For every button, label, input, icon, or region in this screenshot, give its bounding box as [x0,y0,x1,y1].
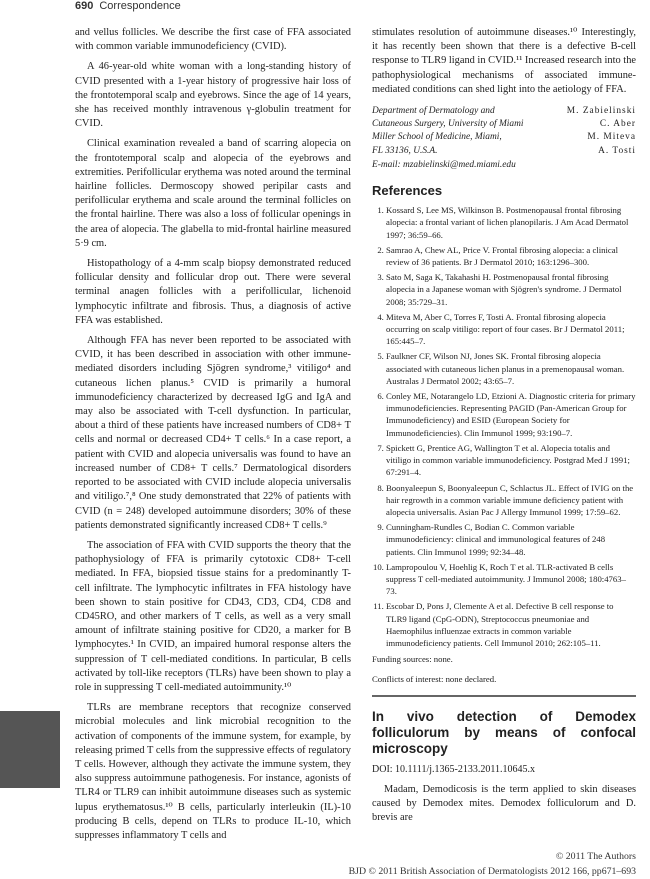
paragraph: Madam, Demodicosis is the term applied to skin diseases caused by Demodex mites. Demodex folliculorum and D. brevis are [372,783,636,824]
next-article-title: In vivo detection of Demodex folliculorum by means of confocal microscopy [372,708,636,756]
section-name: Correspondence [99,0,181,12]
reference-list [372,204,636,649]
reference-item: 9. Cunningham-Rundles C, Bodian C. Common variable immunodeficiency: clinical and immunological features of 248 patients. Clin Immunol 1999; 92:34–48. [386,521,636,558]
left-column [75,26,351,849]
paragraph: TLRs are membrane receptors that recognize conserved microbial molecules and link microbial recognition to the activation of components of the immune system, for example, by releasing primed T cells from the suppressive effects of regulatory T cells. However, although they activate the immune system, they also suppress autoimmune pathogenesis. For instance, agonists of TLR4 or TLR9 can inhibit autoimmune diseases such as systemic lupus erythematosus.¹⁰ B cells, particularly interleukin (IL)-10 producing B cells, depend on TLRs to produce IL-10, which suppresses inflammatory T cells and [75,702,351,841]
journal-footer: BJD © 2011 British Association of Dermatologists 2012 166, pp671–693 [348,866,636,877]
funding-note: Funding sources: none. [372,654,453,665]
reference-item: 11. Escobar D, Pons J, Clemente A et al. Defective B cell response to TLR9 ligand (CpG-ODN), Streptococcus pneumoniae and Haemophilus influenzae extracts in common variable immunodeficiency patients. Cell Immunol 2010; 262:105–11. [386,600,636,649]
reference-item: 2. Samrao A, Chew AL, Price V. Frontal fibrosing alopecia: a clinical review of 36 patients. Br J Dermatol 2010; 163:1296–300. [386,244,636,268]
affiliation-line: Miller School of Medicine, Miami, [372,132,502,143]
author-email[interactable]: E-mail: mzabielinski@med.miami.edu [372,159,516,170]
author-name: C. Aber [599,119,636,130]
reference-item: 3. Sato M, Saga K, Takahashi H. Postmenopausal frontal fibrosing alopecia in a Japanese woman with Sjögren's syndrome. J Dermatol 2008; 35:729–31. [386,271,636,308]
author-name: M. Zabielinski [566,106,636,117]
paragraph: and vellus follicles. We describe the first case of FFA associated with common variable immunodeficiency (CVID). [75,27,351,53]
reference-item: 5. Faulkner CF, Wilson NJ, Jones SK. Frontal fibrosing alopecia associated with cutaneous lichen planus in a premenopausal woman. Australas J Dermatol 2002; 43:65–7. [386,350,636,387]
author-affiliation [372,105,636,158]
doi[interactable]: DOI: 10.1111/j.1365-2133.2011.10645.x [372,763,535,775]
running-header [75,0,181,12]
paragraph: Histopathology of a 4-mm scalp biopsy demonstrated reduced follicular density and follicular drop out. There were several terminal anagen follicles with a perifollicular, lichenoid lymphocytic infiltrate and fibrosis. Thus, a diagnosis of active FFA was established. [75,258,351,326]
paragraph: Clinical examination revealed a band of scarring alopecia on the frontotemporal scalp and alopecia of the eyebrows and extremities. Perifollicular erythema was noted around the terminal hairline follicles. Dermoscopy showed peripilar casts and perifollicular erythema and scale around the terminal follicles on the frontal hairline. There was also a loss of follicular openings in the area of alopecia. The glabella to mid-frontal hairline measured 5·9 cm. [75,138,351,249]
affiliation-line: Cutaneous Surgery, University of Miami [372,119,524,130]
affiliation-line: Department of Dermatology and [372,106,495,117]
paragraph: A 46-year-old white woman with a long-standing history of CVID presented with a 1-year history of progressive hair loss of the frontotemporal scalp and eyebrows. Since the age of 14 years, she has received monthly intravenous γ-globulin treatment for CVID. [75,61,351,130]
right-column [372,26,636,831]
reference-item: 8. Boonyaleepun S, Boonyaleepun C, Schlactus JL. Effect of IVIG on the hair regrowth in a common variable immune deficiency patient with alopecia universalis. Asian Pac J Allergy Immunol 1999; 17:59–62. [386,482,636,519]
page-number: 690 [75,0,94,12]
reference-item: 4. Miteva M, Aber C, Torres F, Tosti A. Frontal fibrosing alopecia occurring on scalp vitiligo: report of four cases. Br J Dermatol 2011; 165:445–7. [386,311,636,348]
paragraph: The association of FFA with CVID supports the theory that the pathophysiology of FFA is primarily cytotoxic CD8+ T-cell mediated. In FFA, biopsied tissue stains for a predominantly T-cell infiltrate. The lymphocytic infiltrates in FFA histology have been shown to stain positive for CD43, CD3, CD4, CD8 and CD45RO, and other markers of T cells, as well as a very small amount of infiltrate staining positive for CD20, a marker for B lymphocytes.¹ In CVID, an impaired humoral response alters the suppression of T cell-mediated conditions. In particular, B cells activated by toll-like receptors (TLRs) have been shown to play a role in suppressing T cell-mediated autoimmunity.¹⁰ [75,539,351,693]
reference-item: 1. Kossard S, Lee MS, Wilkinson B. Postmenopausal frontal fibrosing alopecia: a frontal variant of lichen planopilaris. J Am Acad Dermatol 1997; 36:59–66. [386,204,636,241]
reference-item: 10. Lampropoulou V, Hoehlig K, Roch T et al. TLR-activated B cells suppress T cell-mediated autoimmunity. J Immunol 2008; 180:4763–73. [386,561,636,598]
reference-item: 7. Spickett G, Prentice AG, Wallington T et al. Alopecia totalis and vitiligo in common variable immunodeficiency. Postgrad Med J 1991; 67:291–4. [386,442,636,479]
article-divider [372,695,636,697]
references-heading: References [372,183,443,199]
conflicts-note: Conflicts of interest: none declared. [372,674,497,685]
affiliation-line: FL 33136, U.S.A. [372,145,438,156]
edge-tab [0,711,60,788]
author-name: A. Tosti [598,145,636,156]
paragraph: Although FFA has never been reported to be associated with CVID, it has been described in association with other immune-mediated disorders including Sjögren syndrome,³ vitiligo⁴ and cutaneous lichen planus.⁵ CVID is primarily a humoral immunodeficiency characterized by decreased IgG and IgA and may also be associated with T-cell dysfunction. In particular, about a third of these patients have increased numbers of CD8+ T cells and normal or decreased CD4+ T cells.⁶ In a case report, a patient with CVID and alopecia universalis was found to have an increased number of CD8+ T cells.⁷ Dermatological disorders reported to be associated with CVID include alopecia universalis and vitiligo.⁷,⁸ One study demonstrated that 22% of patients with CVID (n = 248) developed autoimmune disorders; 30% of these patients demonstrated significantly increased CD8+ T cells.⁹ [75,335,351,531]
copyright-line: © 2011 The Authors [555,851,636,862]
reference-item: 6. Conley ME, Notarangelo LD, Etzioni A. Diagnostic criteria for primary immunodeficiencies. Representing PAGID (Pan-American Group for Immunodeficiency) and ESID (European Society for Immunodeficiencies). Clin Immunol 1999; 93:190–7. [386,390,636,439]
paragraph: stimulates resolution of autoimmune diseases.¹⁰ Interestingly, it has recently been shown that there is a defective B-cell response to TLR9 ligand in CVID.¹¹ Increased research into the pathophysiological mechanisms of associated immune-mediated conditions can shed light into the aetiology of FFA. [372,27,636,95]
author-name: M. Miteva [587,132,636,143]
